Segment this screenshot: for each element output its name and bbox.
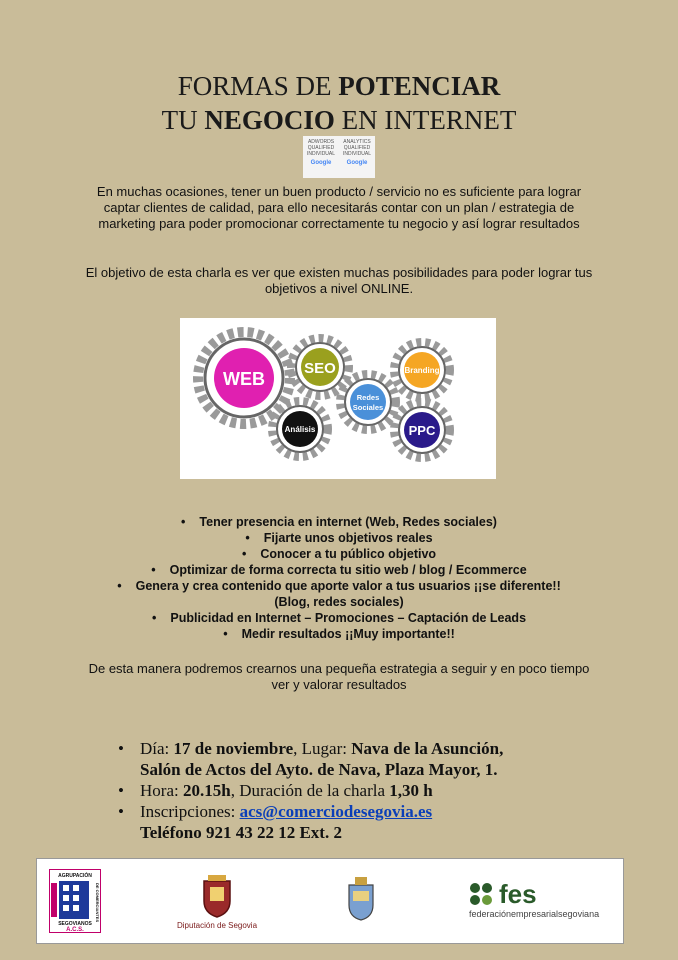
- list-item: • Conocer a tu público objetivo: [100, 546, 578, 562]
- intro-paragraph: En muchas ocasiones, tener un buen producto / servicio no es suficiente para lograr captar clientes de calidad, para ello necesitarás contar con un plan / estrategia de marketing para poder promocionar correctamente tu negocio y así lograr resultados: [96, 184, 582, 231]
- svg-text:DE COMERCIANTES: DE COMERCIANTES: [95, 883, 100, 923]
- adwords-badge: ADWORDS QUALIFIED INDIVIDUAL Google: [306, 139, 336, 166]
- event-time: • Hora: 20.15h, Duración de la charla 1,30 h: [118, 780, 503, 801]
- sponsors-footer: [36, 858, 624, 944]
- redes-sociales-gear: [340, 374, 396, 430]
- list-item: • Genera y crea contenido que aporte valor a tus usuarios ¡¡se diferente!! (Blog, redes sociales): [100, 578, 578, 610]
- fes-dots-icon: [469, 882, 499, 906]
- coat-of-arms-icon: [345, 877, 377, 921]
- list-item: • Optimizar de forma correcta tu sitio web / blog / Ecommerce: [100, 562, 578, 578]
- marketing-gears-image: [180, 318, 496, 479]
- event-phone: Teléfono 921 43 22 12 Ext. 2: [140, 823, 342, 842]
- google-qualification-badges: [303, 136, 375, 178]
- list-item: • Medir resultados ¡¡Muy importante!!: [100, 626, 578, 642]
- nava-coat-of-arms: [345, 877, 377, 926]
- svg-text:AGRUPACIÓN: AGRUPACIÓN: [58, 873, 92, 879]
- acs-logo: [49, 869, 101, 933]
- analytics-badge: ANALYTICS QUALIFIED INDIVIDUAL Google: [342, 139, 372, 166]
- benefits-list: [100, 514, 578, 642]
- svg-text:A.C.S.: A.C.S.: [66, 927, 84, 933]
- svg-text:SEO: SEO: [304, 360, 336, 377]
- web-gear: [198, 332, 290, 424]
- diputacion-shield-icon: [200, 875, 234, 919]
- branding-gear: [394, 342, 450, 398]
- list-item: • Publicidad en Internet – Promociones – Captación de Leads: [100, 610, 578, 626]
- event-details: [118, 738, 503, 843]
- fes-logo: fes federaciónempresarialsegoviana: [469, 879, 600, 919]
- event-venue: Salón de Actos del Ayto. de Nava, Plaza Mayor, 1.: [140, 760, 498, 779]
- svg-text:WEB: WEB: [223, 369, 265, 389]
- svg-text:Análisis: Análisis: [284, 425, 316, 434]
- diputacion-logo: Diputación de Segovia: [167, 875, 267, 930]
- title-line-1: FORMAS DE POTENCIAR: [177, 71, 501, 101]
- analisis-gear: [272, 401, 328, 457]
- ppc-gear: [394, 402, 450, 458]
- svg-text:PPC: PPC: [408, 423, 436, 438]
- svg-text:Redes: Redes: [356, 393, 380, 402]
- event-date-place: • Día: 17 de noviembre, Lugar: Nava de la Asunción,: [118, 738, 503, 759]
- svg-text:Sociales: Sociales: [352, 403, 384, 412]
- title-line-2: TU NEGOCIO EN INTERNET: [161, 105, 517, 135]
- svg-text:SEGOVIANOS: SEGOVIANOS: [58, 921, 92, 927]
- svg-text:Branding: Branding: [404, 366, 440, 375]
- registration-email-link[interactable]: acs@comerciodesegovia.es: [239, 802, 433, 821]
- objective-paragraph: El objetivo de esta charla es ver que existen muchas posibilidades para poder lograr tus objetivos a nivel ONLINE.: [85, 265, 593, 296]
- list-item: • Fijarte unos objetivos reales: [100, 530, 578, 546]
- closing-paragraph: De esta manera podremos crearnos una pequeña estrategia a seguir y en poco tiempo ver y valorar resultados: [88, 661, 590, 692]
- list-item: • Tener presencia en internet (Web, Redes sociales): [100, 514, 578, 530]
- event-registration: • Inscripciones: acs@comerciodesegovia.es: [118, 801, 503, 822]
